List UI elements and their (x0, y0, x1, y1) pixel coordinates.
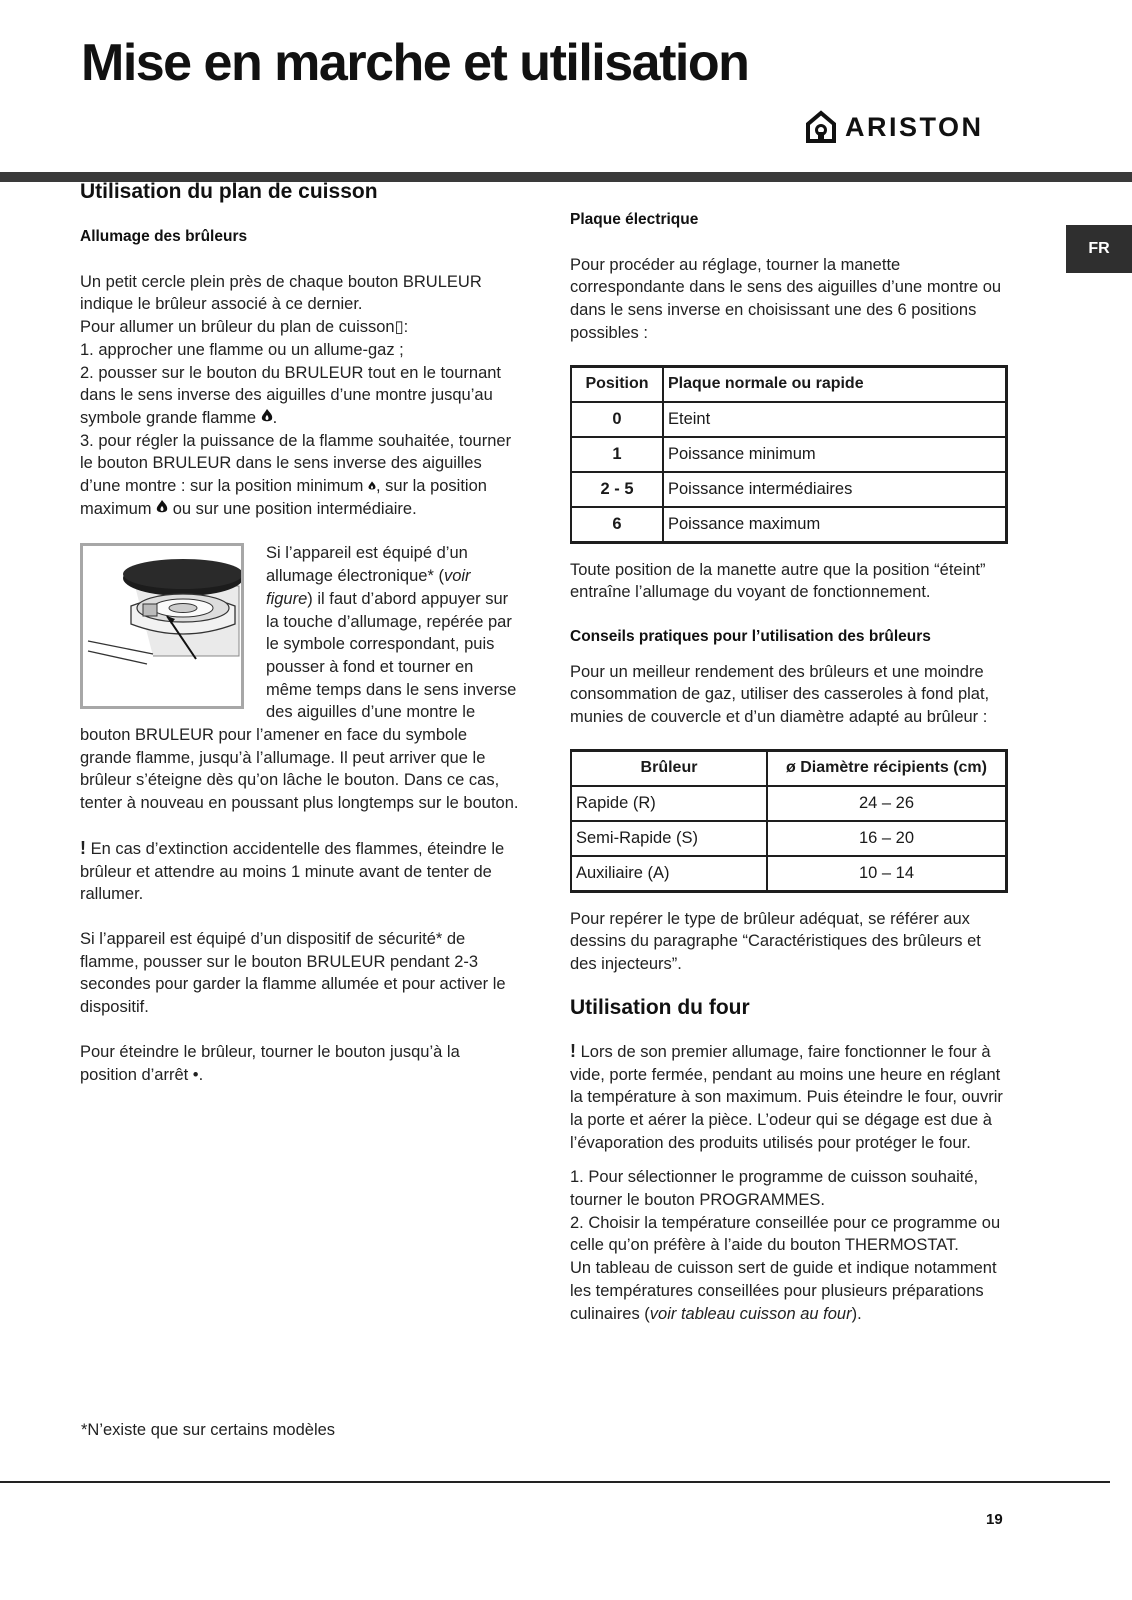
table-cell: Auxiliaire (A) (571, 856, 767, 892)
table-cell: Poissance minimum (663, 437, 1007, 472)
list-item: 2. pousser sur le bouton du BRULEUR tout en le tournant dans le sens inverse des aiguilles d’une montre jusqu’au symbole grande flamme . (80, 363, 501, 427)
table-header-cell: ø Diamètre récipients (cm) (767, 750, 1007, 786)
burner-diameter-table (570, 749, 1008, 893)
text-run: ) il faut d’abord appuyer sur la touche d’allumage, repérée par le symbole correspondant, puis pousser à fond et tourner en même temps dans le sens inverse des aiguilles d’une montre le bouton BRULEUR pour l’amener en face du symbole grande flamme, jusqu’à l’allumage. Il peut arriver que le brûleur s’éteigne dès qu’on lâche le bouton. Dans ce cas, tenter à nouveau en poussant plus longtemps sur le bouton. (80, 589, 519, 813)
paragraph: Pour allumer un brûleur du plan de cuisson▯: (80, 318, 409, 337)
table-cell: Eteint (663, 402, 1007, 437)
list-item-text: 2. pousser sur le bouton du BRULEUR tout en le tournant dans le sens inverse des aiguilles d’une montre jusqu’au symbole grande flamme (80, 363, 501, 427)
page-title: Mise en marche et utilisation (81, 34, 749, 92)
table-cell: 6 (571, 507, 663, 543)
figure-reference: voir figure (266, 567, 471, 608)
table-row (571, 786, 1007, 821)
table-row (571, 472, 1007, 507)
warning-paragraph (570, 1040, 1010, 1155)
warning-mark: ! (570, 1040, 576, 1061)
subheading-electric-plate: Plaque électrique (570, 211, 699, 228)
footnote: *N’existe que sur certains modèles (81, 1421, 336, 1439)
table-row (571, 402, 1007, 437)
table-row (571, 856, 1007, 892)
section-heading-cooktop: Utilisation du plan de cuisson (80, 180, 378, 203)
flame-large-icon (156, 500, 168, 514)
ariston-house-icon (805, 110, 837, 144)
text-run: Un tableau de cuisson sert de guide et indique notamment les températures conseillées pour plusieurs préparations culinaires ( (570, 1259, 997, 1323)
brand-name: ARISTON (845, 111, 984, 142)
list-item-text: , sur la position maximum (80, 477, 487, 518)
list-item (80, 430, 520, 521)
table-cell: Poissance intermédiaires (663, 472, 1007, 507)
section-heading-oven: Utilisation du four (570, 995, 750, 1019)
subheading-burner-tips: Conseils pratiques pour l’utilisation des brûleurs (570, 627, 931, 645)
warning-text: En cas d’extinction accidentelle des flammes, éteindre le brûleur et attendre au moins 1 minute avant de tenter de rallumer. (80, 839, 505, 904)
language-tab: FR (1066, 225, 1132, 273)
text-run: ). (851, 1304, 862, 1323)
table-row (571, 507, 1007, 543)
page-number: 19 (986, 1511, 1003, 1528)
table-cell: 24 – 26 (767, 786, 1007, 821)
paragraph: Pour repérer le type de brûleur adéquat, se référer aux dessins du paragraphe “Caractéristiques des brûleurs et des injecteurs”. (570, 909, 981, 974)
list-item: 2. Choisir la température conseillée pour ce programme ou celle qu’on préfère à l’aide du bouton THERMOSTAT. (570, 1213, 1001, 1255)
table-header-cell: Brûleur (571, 750, 767, 786)
subheading-ignition: Allumage des brûleurs (80, 228, 248, 245)
table-cell: Semi-Rapide (S) (571, 821, 767, 856)
table-cell: Rapide (R) (571, 786, 767, 821)
electronic-ignition-block (80, 542, 520, 814)
text-run: Si l’appareil est équipé d’un allumage électronique* ( (266, 544, 468, 586)
table-header-row (571, 366, 1007, 402)
brand-logo (805, 110, 984, 144)
list-item-text: ou sur une position intermédiaire. (172, 499, 417, 518)
warning-paragraph (80, 837, 520, 906)
flame-large-icon (261, 409, 273, 423)
paragraph: Pour éteindre le brûleur, tourner le bouton jusqu’à la position d’arrêt •. (80, 1042, 460, 1084)
left-column (80, 176, 520, 1086)
table-row (571, 821, 1007, 856)
paragraph: Un petit cercle plein près de chaque bouton BRULEUR indique le brûleur associé à ce dernier. (80, 272, 482, 314)
table-cell: 2 - 5 (571, 472, 663, 507)
table-cell: Poissance maximum (663, 507, 1007, 543)
table-cell: 1 (571, 437, 663, 472)
footer-divider (0, 1481, 1110, 1483)
table-header-cell: Position (571, 366, 663, 402)
paragraph (570, 1257, 1010, 1325)
paragraph: Pour procéder au réglage, tourner la manette correspondante dans le sens des aiguilles d’une montre ou dans le sens inverse en choisissant une des 6 positions possibles : (570, 255, 1002, 342)
list-item: 1. approcher une flamme ou un allume-gaz ; (80, 340, 404, 359)
warning-text: Lors de son premier allumage, faire fonctionner le four à vide, porte fermée, pendant au moins une heure en réglant la température à son maximum. Puis éteindre le four, ouvrir la porte et aérer la pièce. L’odeur qui se dégage est due à l’évaporation des produits utilisés pour protéger le four. (570, 1042, 1003, 1152)
right-column (570, 209, 1010, 1325)
burner-figure (80, 543, 244, 709)
positions-table (570, 365, 1008, 544)
list-item: 1. Pour sélectionner le programme de cuisson souhaité, tourner le bouton PROGRAMMES. (570, 1168, 979, 1210)
table-header-row (571, 750, 1007, 786)
ignition-text (80, 271, 520, 521)
table-row (571, 437, 1007, 472)
burner-illustration (83, 546, 241, 706)
list-item-text: 3. pour régler la puissance de la flamme souhaitée, tourner le bouton BRULEUR dans le sens inverse des aiguilles d’une montre : sur la position minimum (80, 431, 512, 496)
table-reference: voir tableau cuisson au four (649, 1304, 852, 1323)
table-cell: 10 – 14 (767, 856, 1007, 892)
table-cell: 16 – 20 (767, 821, 1007, 856)
warning-mark: ! (80, 837, 86, 858)
paragraph: Pour un meilleur rendement des brûleurs et une moindre consommation de gaz, utiliser des casseroles à fond plat, munies de couvercle et d’un diamètre adapté au brûleur : (570, 662, 990, 727)
paragraph: Toute position de la manette autre que la position “éteint” entraîne l’allumage du voyant de fonctionnement. (570, 560, 986, 602)
paragraph: Si l’appareil est équipé d’un dispositif de sécurité* de flamme, pousser sur le bouton BRULEUR pendant 2-3 secondes pour garder la flamme allumée et pour activer le dispositif. (80, 929, 506, 1017)
flame-small-icon (368, 481, 376, 491)
table-cell: 0 (571, 402, 663, 437)
table-header-cell: Plaque normale ou rapide (663, 366, 1007, 402)
